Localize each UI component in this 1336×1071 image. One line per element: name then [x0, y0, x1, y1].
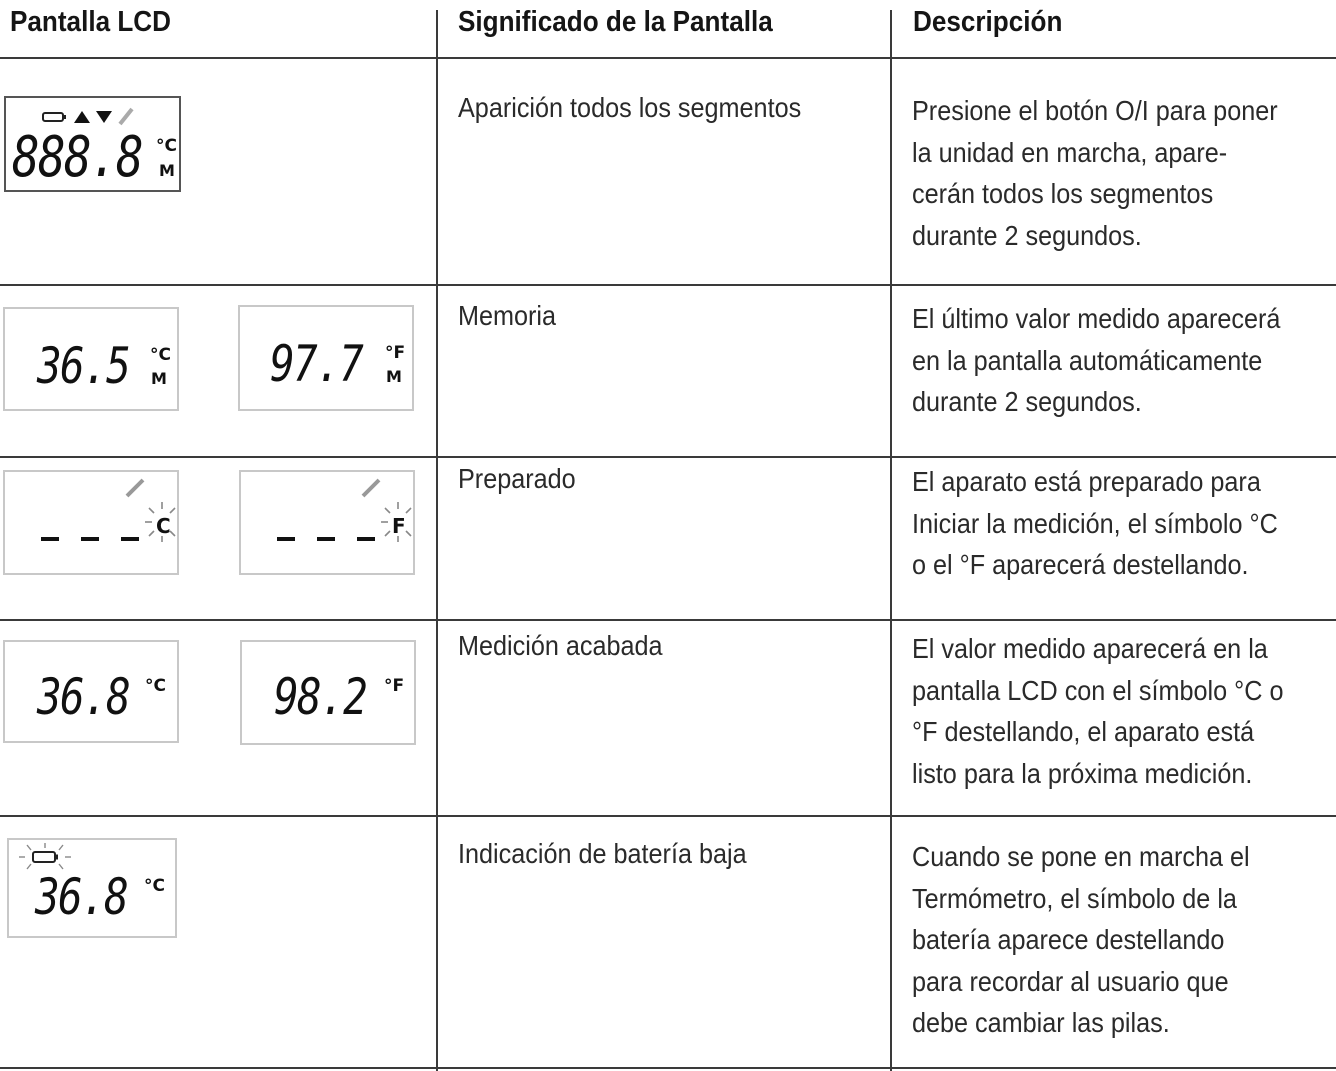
lcd-unit: °C [156, 136, 177, 156]
lcd-dash [121, 537, 139, 541]
lcd-digits: 888.8 [12, 125, 143, 190]
pencil-icon [123, 476, 147, 500]
header-meaning: Significado de la Pantalla [458, 6, 773, 38]
lcd-unit: F [392, 514, 406, 538]
battery-icon [43, 113, 66, 121]
lcd-display [4, 96, 181, 192]
lcd-digits: 36.8 [37, 668, 130, 726]
row-divider [0, 456, 1336, 458]
lcd-digits: 98.2 [274, 668, 367, 726]
lcd-display [3, 470, 179, 575]
row-divider [0, 284, 1336, 286]
lcd-display [3, 307, 179, 411]
lcd-display [3, 640, 179, 743]
column-divider [436, 10, 438, 1071]
pencil-icon [120, 109, 132, 124]
row-divider [0, 57, 1336, 59]
lcd-dash [277, 537, 295, 541]
lcd-unit: C [156, 514, 171, 538]
lcd-unit: °F [384, 676, 405, 696]
row-2-meaning: Memoria [458, 300, 557, 331]
lcd-digits: 36.5 [37, 337, 130, 395]
header-lcd: Pantalla LCD [10, 6, 171, 38]
pencil-icon [359, 476, 383, 500]
row-4-meaning: Medición acabada [458, 630, 663, 661]
lcd-dash [317, 537, 335, 541]
header-description: Descripción [913, 6, 1063, 38]
lcd-unit: °F [385, 343, 406, 363]
row-divider [0, 815, 1336, 817]
arrow-down-icon [96, 111, 112, 123]
row-5-description: Cuando se pone en marcha el Termómetro, el símbolo de la batería aparece destellando para recordar al usuario que debe cambiar las pilas. [912, 841, 1250, 1038]
lcd-unit: °C [150, 345, 171, 365]
row-3-meaning: Preparado [458, 463, 576, 494]
lcd-display [7, 838, 177, 938]
row-5-meaning: Indicación de batería baja [458, 838, 747, 869]
row-1-description: Presione el botón O/I para poner la unidad en marcha, apare- cerán todos los segmentos durante 2 segundos. [912, 95, 1278, 251]
lcd-dash [357, 537, 375, 541]
lcd-display [239, 470, 415, 575]
lcd-memory-indicator: M [159, 161, 175, 180]
row-1-meaning: Aparición todos los segmentos [458, 92, 802, 123]
row-2-description: El último valor medido aparecerá en la pantalla automáticamente durante 2 segundos. [912, 303, 1281, 417]
lcd-dash [41, 537, 59, 541]
lcd-unit: °C [145, 676, 166, 696]
arrow-up-icon [74, 111, 90, 123]
battery-icon [33, 852, 58, 862]
column-divider [890, 10, 892, 1071]
row-3-description: El aparato está preparado para Iniciar la medición, el símbolo °C o el °F aparecerá destellando. [912, 466, 1278, 580]
lcd-display [238, 305, 414, 411]
lcd-digits: 36.8 [35, 868, 128, 926]
lcd-digits: 97.7 [270, 335, 363, 393]
lcd-unit: °C [144, 876, 165, 896]
lcd-display [240, 640, 416, 745]
row-divider [0, 1067, 1336, 1069]
lcd-memory-indicator: M [151, 369, 167, 388]
row-4-description: El valor medido aparecerá en la pantalla LCD con el símbolo °C o °F destellando, el aparato está listo para la próxima medición. [912, 633, 1284, 789]
lcd-dash [81, 537, 99, 541]
lcd-memory-indicator: M [386, 367, 402, 386]
row-divider [0, 619, 1336, 621]
